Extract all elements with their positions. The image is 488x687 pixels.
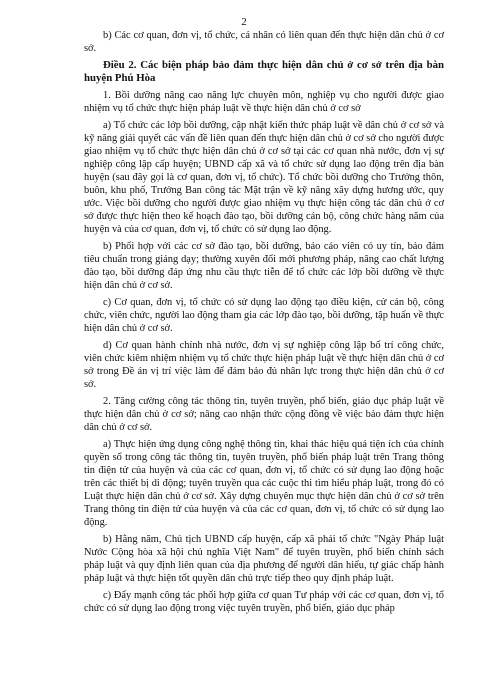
paragraph-item-2a: a) Thực hiện ứng dụng công nghệ thông tin, khai thác hiệu quả tiện ích của chính quyền số trong công tác thông tin, tuyên truyền, phổ biến pháp luật trên Trang thông tin điện tử của huyện và của các cơ quan, đơn vị, tổ chức có sử dụng lao động hoặc trên các thiết bị di động; tuyên truyền qua các cuộc thi tìm hiểu pháp luật, trong đó có Luật thực hiện dân chủ ở cơ sở. Xây dựng chuyên mục thực hiện dân chủ ở cơ sở trên Trang thông tin điện tử của huyện và của các cơ quan, đơn vị, tổ chức có sử dụng lao động. <box>84 439 444 528</box>
paragraph-item-1b: b) Phối hợp với các cơ sở đào tạo, bồi dưỡng, báo cáo viên có uy tín, bảo đảm tiêu chuẩn trong giảng dạy; thường xuyên đổi mới phương pháp, nâng cao chất lượng đào tạo, bồi dưỡng đáp ứng nhu cầu thực tiễn để tổ chức các lớp bồi dưỡng về thực hiện dân chủ ở cơ sở. <box>84 241 444 291</box>
paragraph-item-2c: c) Đẩy mạnh công tác phối hợp giữa cơ quan Tư pháp với các cơ quan, đơn vị, tổ chức có sử dụng lao động trong việc tuyên truyền, phổ biến, giáo dục pháp <box>84 590 444 614</box>
paragraph-item-1a: a) Tổ chức các lớp bồi dưỡng, cập nhật kiến thức pháp luật về dân chủ ở cơ sở và kỹ năng giải quyết các vấn đề liên quan đến thực hiện dân chủ ở cơ sở cho người được giao nhiệm vụ tổ chức thực hiện dân chủ ở cơ sở tại các cơ quan nhà nước, đơn vị sự nghiệp công lập cấp huyện; UBND cấp xã và tổ chức sử dụng lao động trên địa bàn huyện (sau đây gọi là cơ quan, đơn vị, tổ chức). Tổ chức bồi dưỡng cho Trưởng thôn, buôn, khu phố, Trưởng Ban công tác Mặt trận về kỹ năng xây dựng hương ước, quy ước. Việc bồi dưỡng cho người được giao nhiệm vụ thực hiện công tác dân chủ ở cơ sở được thực hiện theo kế hoạch đào tạo, bồi dưỡng cán bộ, công chức hàng năm của huyện và của cơ quan, đơn vị, tổ chức có sử dụng lao động. <box>84 120 444 235</box>
paragraph-item-2b: b) Hằng năm, Chủ tịch UBND cấp huyện, cấp xã phải tổ chức "Ngày Pháp luật Nước Cộng hòa xã hội chủ nghĩa Việt Nam" để tuyên truyền, phổ biến chính sách pháp luật và quy định liên quan của địa phương để người dân hiểu, tự giác chấp hành pháp luật và thực hiện tốt quyền dân chủ trực tiếp theo quy định pháp luật. <box>84 534 444 584</box>
paragraph-item-2: 2. Tăng cường công tác thông tin, tuyên truyền, phổ biến, giáo dục pháp luật về thực hiện dân chủ ở cơ sở; nâng cao nhận thức cộng đồng về việc bảo đảm thực hiện dân chủ ở cơ sở. <box>84 396 444 433</box>
paragraph-item-1c: c) Cơ quan, đơn vị, tổ chức có sử dụng lao động tạo điều kiện, cử cán bộ, công chức, viên chức, người lao động tham gia các lớp đào tạo, bồi dưỡng, tập huấn về thực hiện dân chủ ở cơ sở. <box>84 297 445 334</box>
article-2-heading: Điều 2. Các biện pháp bảo đảm thực hiện dân chủ ở cơ sở trên địa bàn huyện Phú Hòa <box>84 59 444 84</box>
paragraph-1b: b) Các cơ quan, đơn vị, tổ chức, cá nhân có liên quan đến thực hiện dân chủ ở cơ sở. <box>84 30 444 54</box>
paragraph-item-1: 1. Bồi dưỡng nâng cao năng lực chuyên môn, nghiệp vụ cho người được giao nhiệm vụ tổ chức thực hiện pháp luật về thực hiện dân chủ ở cơ sở <box>84 90 444 114</box>
document-body <box>84 29 444 619</box>
page-number: 2 <box>241 16 247 28</box>
paragraph-item-1d: d) Cơ quan hành chính nhà nước, đơn vị sự nghiệp công lập bố trí công chức, viên chức kiêm nhiệm nhiệm vụ tổ chức thực hiện pháp luật về thực hiện dân chủ ở cơ sở trong Đề án vị trí việc làm để đảm bảo đủ nhân lực trong thực hiện dân chủ ở cơ sở. <box>84 340 444 390</box>
